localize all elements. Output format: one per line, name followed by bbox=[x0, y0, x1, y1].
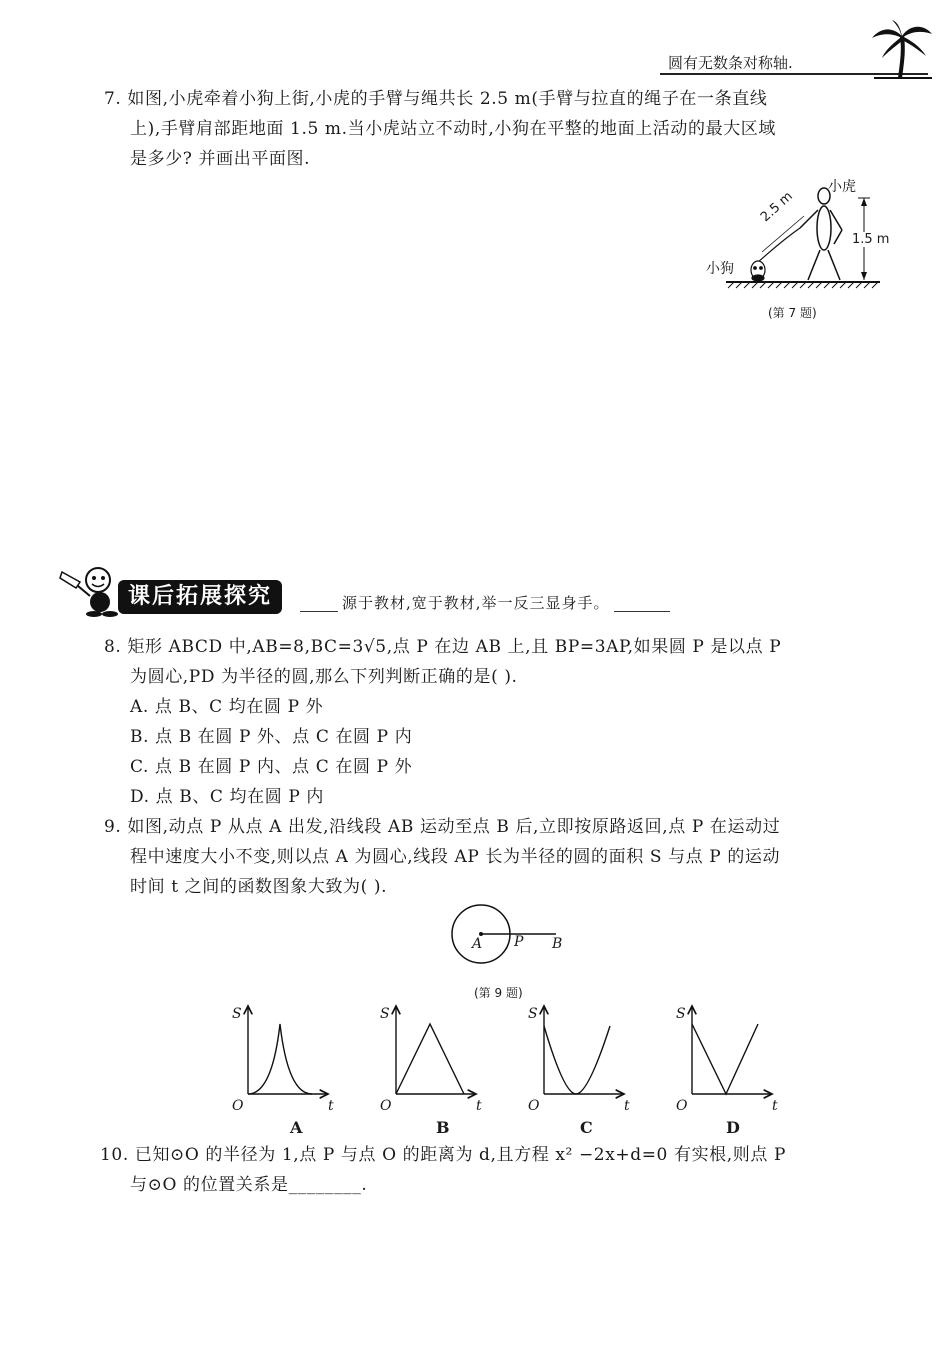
q7-label-rope: 2.5 m bbox=[758, 188, 796, 226]
section-title: 课后拓展探究 bbox=[118, 580, 282, 614]
q10-line-1: 10. 已知⊙O 的半径为 1,点 P 与点 O 的距离为 d,且方程 x² −2x+d=0 有实根,则点 P bbox=[100, 1145, 787, 1165]
graph-c bbox=[544, 1006, 624, 1094]
q7-label-dog: 小狗 bbox=[706, 261, 734, 277]
graph-a-x-label: t bbox=[328, 1098, 334, 1114]
q7-caption: (第 7 题) bbox=[768, 306, 817, 320]
graph-d-origin: O bbox=[676, 1098, 688, 1114]
q9-line-2: 程中速度大小不变,则以点 A 为圆心,线段 AP 长为半径的圆的面积 S 与点 P 的运动 bbox=[130, 847, 781, 867]
q7-line-1: 7. 如图,小虎牵着小狗上街,小虎的手臂与绳共长 2.5 m(手臂与拉直的绳子在一条直线 bbox=[104, 89, 768, 109]
q9-point-a: A bbox=[472, 936, 483, 952]
q8-option-d: D. 点 B、C 均在圆 P 内 bbox=[130, 787, 324, 807]
q8-option-a: A. 点 B、C 均在圆 P 外 bbox=[130, 697, 324, 717]
graph-c-origin: O bbox=[528, 1098, 540, 1114]
graph-b-x-label: t bbox=[476, 1098, 482, 1114]
q9-line-1: 9. 如图,动点 P 从点 A 出发,沿线段 AB 运动至点 B 后,立即按原路返回,点 P 在运动过 bbox=[104, 817, 781, 837]
q8-line-1: 8. 矩形 ABCD 中,AB=8,BC=3√5,点 P 在边 AB 上,且 BP=3AP,如果圆 P 是以点 P bbox=[104, 637, 782, 657]
header-motto: 圆有无数条对称轴. bbox=[668, 54, 793, 72]
q7-label-tiger: 小虎 bbox=[828, 179, 856, 195]
graph-c-x-label: t bbox=[624, 1098, 630, 1114]
graph-b-y-label: S bbox=[380, 1006, 390, 1022]
graph-b-origin: O bbox=[380, 1098, 392, 1114]
graph-c-label: C bbox=[580, 1118, 593, 1137]
q8-option-b: B. 点 B 在圆 P 外、点 C 在圆 P 内 bbox=[130, 727, 413, 747]
tiger-figure bbox=[800, 188, 842, 280]
mascot-icon bbox=[58, 562, 126, 618]
q10-line-2: 与⊙O 的位置关系是________. bbox=[130, 1175, 368, 1195]
q9-point-b: B bbox=[552, 936, 563, 952]
graph-d bbox=[692, 1006, 772, 1094]
graph-b bbox=[396, 1006, 476, 1094]
graph-d-x-label: t bbox=[772, 1098, 778, 1114]
q7-line-3: 是多少? 并画出平面图. bbox=[130, 149, 311, 169]
graph-a-origin: O bbox=[232, 1098, 244, 1114]
section-motto: 源于教材,宽于教材,举一反三显身手。 bbox=[338, 592, 614, 613]
q9-point-p: P bbox=[514, 934, 524, 950]
graph-a-y-label: S bbox=[232, 1006, 242, 1022]
q9-line-3: 时间 t 之间的函数图象大致为( ). bbox=[130, 877, 388, 897]
q9-caption: (第 9 题) bbox=[474, 986, 523, 1000]
graph-d-label: D bbox=[726, 1118, 740, 1137]
q7-label-height: 1.5 m bbox=[852, 232, 890, 247]
q8-line-2: 为圆心,PD 为半径的圆,那么下列判断正确的是( ). bbox=[130, 667, 518, 687]
graph-b-label: B bbox=[436, 1118, 450, 1137]
dog-figure bbox=[751, 261, 765, 281]
graph-a-label: A bbox=[290, 1118, 303, 1137]
q9-graphs bbox=[220, 1000, 800, 1140]
q7-line-2: 上),手臂肩部距地面 1.5 m.当小虎站立不动时,小狗在平整的地面上活动的最大区域 bbox=[130, 119, 777, 139]
graph-a bbox=[248, 1006, 328, 1094]
graph-c-y-label: S bbox=[528, 1006, 538, 1022]
palm-tree-icon bbox=[866, 18, 936, 84]
graph-d-y-label: S bbox=[676, 1006, 686, 1022]
q8-option-c: C. 点 B 在圆 P 内、点 C 在圆 P 外 bbox=[130, 757, 413, 777]
